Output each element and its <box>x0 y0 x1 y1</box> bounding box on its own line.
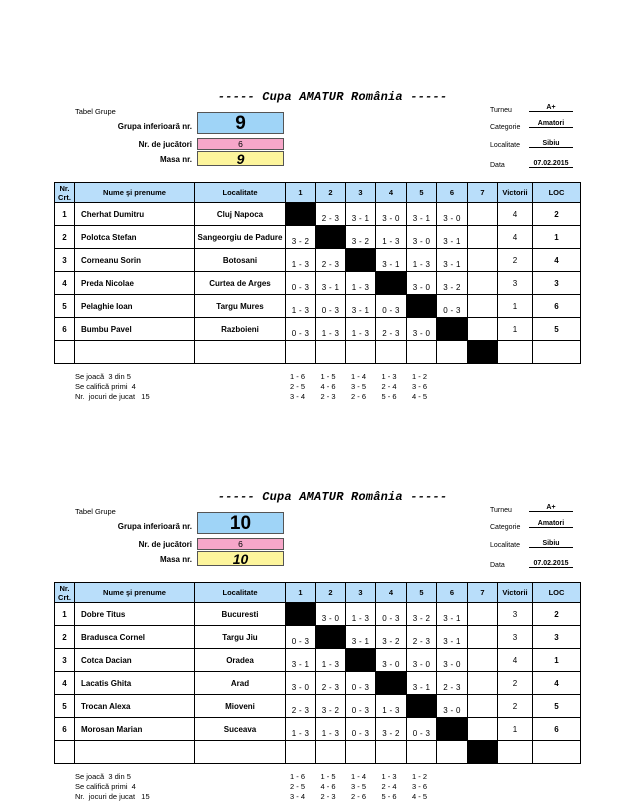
score-cell: 2 - 3 <box>316 672 346 695</box>
score-cell <box>468 649 498 672</box>
match-schedule <box>290 772 443 802</box>
group-sheet <box>0 0 618 400</box>
schedule-match: 3 - 6 <box>412 782 428 791</box>
schedule-match: 2 - 6 <box>351 792 367 801</box>
diagonal-cell <box>376 672 407 695</box>
header-col-6: 6 <box>437 183 468 203</box>
table-number-box: 10 <box>197 551 284 566</box>
tourney-value: A+ <box>529 104 573 112</box>
wins-cell: 1 <box>498 718 533 741</box>
schedule-line <box>290 792 443 802</box>
schedule-match: 1 - 4 <box>351 772 367 781</box>
score-cell: 0 - 3 <box>286 318 316 341</box>
player-name: Cotca Dacian <box>75 649 195 672</box>
players-label: Nr. de jucători <box>138 540 192 549</box>
score-cell: 0 - 3 <box>286 272 316 295</box>
schedule-match: 2 - 5 <box>290 382 306 391</box>
table-row <box>55 603 581 626</box>
place-cell: 6 <box>533 718 581 741</box>
score-cell: 3 - 1 <box>437 626 468 649</box>
player-name: Cherhat Dumitru <box>75 203 195 226</box>
score-cell: 3 - 0 <box>286 672 316 695</box>
score-cell <box>468 249 498 272</box>
score-cell: 3 - 2 <box>286 226 316 249</box>
schedule-match: 3 - 4 <box>290 792 306 801</box>
players-box: 6 <box>197 538 284 550</box>
date-value: 07.02.2015 <box>529 160 573 168</box>
tabel-label: Tabel Grupe <box>75 507 116 516</box>
score-cell: 1 - 3 <box>376 695 407 718</box>
player-city: Bucuresti <box>195 603 286 626</box>
row-nr: 2 <box>55 626 75 649</box>
category-label: Categorie <box>490 524 521 531</box>
diagonal-cell <box>437 718 468 741</box>
header-col-6: 6 <box>437 583 468 603</box>
score-cell: 3 - 2 <box>376 718 407 741</box>
row-nr: 1 <box>55 603 75 626</box>
score-cell: 0 - 3 <box>376 295 407 318</box>
place-cell: 6 <box>533 295 581 318</box>
schedule-match: 2 - 5 <box>290 782 306 791</box>
score-cell: 0 - 3 <box>286 626 316 649</box>
player-name: Bumbu Pavel <box>75 318 195 341</box>
wins-cell: 4 <box>498 226 533 249</box>
info-qualify: Se califică primi 4 <box>75 782 136 791</box>
player-name: Polotca Stefan <box>75 226 195 249</box>
table-row <box>55 249 581 272</box>
score-cell <box>468 226 498 249</box>
score-cell <box>376 741 407 764</box>
player-city <box>195 741 286 764</box>
score-cell: 1 - 3 <box>286 295 316 318</box>
header-wins: Victorii <box>498 583 533 603</box>
info-best-of: Se joacă 3 din 5 <box>75 772 131 781</box>
row-nr: 2 <box>55 226 75 249</box>
score-cell <box>468 695 498 718</box>
rules-info <box>75 372 150 402</box>
schedule-match: 1 - 5 <box>320 772 336 781</box>
score-cell: 3 - 0 <box>407 649 437 672</box>
score-cell: 1 - 3 <box>286 718 316 741</box>
table-label: Masa nr. <box>159 555 192 564</box>
player-city: Targu Mures <box>195 295 286 318</box>
place-cell <box>533 341 581 364</box>
schedule-line <box>290 772 443 782</box>
row-nr: 3 <box>55 249 75 272</box>
score-cell: 2 - 3 <box>316 249 346 272</box>
group-label: Grupa inferioară nr. <box>117 122 192 131</box>
score-cell: 3 - 1 <box>316 272 346 295</box>
header-col-5: 5 <box>407 583 437 603</box>
table-row <box>55 718 581 741</box>
player-city: Arad <box>195 672 286 695</box>
player-city: Cluj Napoca <box>195 203 286 226</box>
table-row <box>55 203 581 226</box>
score-cell: 3 - 2 <box>437 272 468 295</box>
date-label: Data <box>490 562 505 569</box>
diagonal-cell <box>286 603 316 626</box>
table-row <box>55 649 581 672</box>
wins-cell: 4 <box>498 649 533 672</box>
category-value: Amatori <box>529 120 573 128</box>
players-label: Nr. de jucători <box>138 140 192 149</box>
diagonal-cell <box>316 626 346 649</box>
schedule-match: 2 - 6 <box>351 392 367 401</box>
schedule-line <box>290 382 443 392</box>
group-number-box: 9 <box>197 112 284 134</box>
score-cell <box>286 341 316 364</box>
schedule-match: 4 - 6 <box>320 782 336 791</box>
score-cell: 0 - 3 <box>346 718 376 741</box>
schedule-match: 2 - 4 <box>381 782 397 791</box>
header-col-7: 7 <box>468 183 498 203</box>
header-place: LOC <box>533 583 581 603</box>
tabel-label: Tabel Grupe <box>75 107 116 116</box>
score-cell <box>468 295 498 318</box>
score-cell: 3 - 0 <box>316 603 346 626</box>
schedule-match: 3 - 6 <box>412 382 428 391</box>
header-place: LOC <box>533 183 581 203</box>
wins-cell: 3 <box>498 272 533 295</box>
diagonal-cell <box>407 695 437 718</box>
player-city <box>195 341 286 364</box>
score-cell <box>468 318 498 341</box>
header-name: Nume şi prenume <box>75 583 195 603</box>
place-cell <box>533 741 581 764</box>
score-cell: 3 - 1 <box>437 249 468 272</box>
place-cell: 4 <box>533 672 581 695</box>
info-games: Nr. jocuri de jucat 15 <box>75 792 150 801</box>
row-nr: 4 <box>55 672 75 695</box>
diagonal-cell <box>316 226 346 249</box>
header-col-2: 2 <box>316 183 346 203</box>
player-city: Razboieni <box>195 318 286 341</box>
player-name: Preda Nicolae <box>75 272 195 295</box>
place-cell: 4 <box>533 249 581 272</box>
place-cell: 1 <box>533 226 581 249</box>
city-label: Localitate <box>490 142 520 149</box>
row-nr: 1 <box>55 203 75 226</box>
score-cell: 3 - 1 <box>376 249 407 272</box>
player-name: Pelaghie Ioan <box>75 295 195 318</box>
score-cell <box>346 741 376 764</box>
city-label: Localitate <box>490 542 520 549</box>
player-name <box>75 341 195 364</box>
info-qualify: Se califică primi 4 <box>75 382 136 391</box>
header-col-7: 7 <box>468 583 498 603</box>
table-row <box>55 341 581 364</box>
score-cell <box>468 272 498 295</box>
schedule-match: 3 - 5 <box>351 782 367 791</box>
schedule-line <box>290 372 443 382</box>
wins-cell: 2 <box>498 695 533 718</box>
score-cell: 3 - 1 <box>437 226 468 249</box>
diagonal-cell <box>407 295 437 318</box>
date-label: Data <box>490 162 505 169</box>
tourney-label: Turneu <box>490 507 512 514</box>
date-value: 07.02.2015 <box>529 560 573 568</box>
score-cell: 3 - 0 <box>376 649 407 672</box>
score-cell <box>468 718 498 741</box>
place-cell: 5 <box>533 318 581 341</box>
place-cell: 5 <box>533 695 581 718</box>
score-cell: 0 - 3 <box>376 603 407 626</box>
row-nr <box>55 341 75 364</box>
schedule-match: 1 - 3 <box>381 772 397 781</box>
score-cell: 3 - 0 <box>407 318 437 341</box>
diagonal-cell <box>468 741 498 764</box>
header-col-2: 2 <box>316 583 346 603</box>
row-nr <box>55 741 75 764</box>
schedule-match: 1 - 6 <box>290 772 306 781</box>
row-nr: 3 <box>55 649 75 672</box>
score-cell <box>468 672 498 695</box>
row-nr: 5 <box>55 695 75 718</box>
schedule-match: 1 - 3 <box>381 372 397 381</box>
score-cell <box>316 341 346 364</box>
score-cell: 3 - 2 <box>376 626 407 649</box>
place-cell: 3 <box>533 626 581 649</box>
city-value: Sibiu <box>529 540 573 548</box>
table-row <box>55 672 581 695</box>
table-row <box>55 295 581 318</box>
schedule-match: 4 - 5 <box>412 392 428 401</box>
place-cell: 1 <box>533 649 581 672</box>
match-schedule <box>290 372 443 402</box>
diagonal-cell <box>346 649 376 672</box>
wins-cell: 3 <box>498 626 533 649</box>
score-cell <box>407 341 437 364</box>
header-loc: Localitate <box>195 183 286 203</box>
table-number-box: 9 <box>197 151 284 166</box>
header-name: Nume şi prenume <box>75 183 195 203</box>
schedule-match: 2 - 3 <box>320 792 336 801</box>
row-nr: 6 <box>55 718 75 741</box>
schedule-match: 2 - 3 <box>320 392 336 401</box>
wins-cell: 1 <box>498 318 533 341</box>
header-row <box>55 183 581 203</box>
score-cell: 0 - 3 <box>346 695 376 718</box>
schedule-match: 5 - 6 <box>381 792 397 801</box>
schedule-match: 1 - 4 <box>351 372 367 381</box>
score-cell <box>468 626 498 649</box>
table-row <box>55 272 581 295</box>
score-cell: 1 - 3 <box>346 603 376 626</box>
schedule-match: 4 - 5 <box>412 792 428 801</box>
row-nr: 5 <box>55 295 75 318</box>
schedule-match: 3 - 4 <box>290 392 306 401</box>
cup-title: ----- Cupa AMATUR România ----- <box>217 90 448 104</box>
header-row <box>55 583 581 603</box>
player-city: Targu Jiu <box>195 626 286 649</box>
score-cell: 3 - 2 <box>346 226 376 249</box>
score-cell: 1 - 3 <box>407 249 437 272</box>
tourney-label: Turneu <box>490 107 512 114</box>
score-cell: 2 - 3 <box>286 695 316 718</box>
results-table <box>54 182 581 364</box>
table-row <box>55 226 581 249</box>
header-nr: Nr. Crt. <box>55 183 75 203</box>
schedule-match: 1 - 2 <box>412 772 428 781</box>
header-col-4: 4 <box>376 183 407 203</box>
info-best-of: Se joacă 3 din 5 <box>75 372 131 381</box>
header-col-1: 1 <box>286 583 316 603</box>
score-cell <box>468 603 498 626</box>
schedule-match: 3 - 5 <box>351 382 367 391</box>
diagonal-cell <box>468 341 498 364</box>
group-sheet <box>0 400 618 800</box>
player-name: Lacatis Ghita <box>75 672 195 695</box>
tourney-value: A+ <box>529 504 573 512</box>
row-nr: 6 <box>55 318 75 341</box>
score-cell: 1 - 3 <box>376 226 407 249</box>
score-cell: 2 - 3 <box>437 672 468 695</box>
score-cell: 3 - 1 <box>346 203 376 226</box>
score-cell: 2 - 3 <box>316 203 346 226</box>
table-row <box>55 318 581 341</box>
header-col-5: 5 <box>407 183 437 203</box>
score-cell <box>376 341 407 364</box>
score-cell: 1 - 3 <box>316 718 346 741</box>
score-cell <box>437 741 468 764</box>
schedule-match: 4 - 6 <box>320 382 336 391</box>
score-cell: 0 - 3 <box>407 718 437 741</box>
diagonal-cell <box>286 203 316 226</box>
score-cell: 0 - 3 <box>346 672 376 695</box>
diagonal-cell <box>376 272 407 295</box>
score-cell: 3 - 2 <box>316 695 346 718</box>
player-city: Oradea <box>195 649 286 672</box>
schedule-match: 1 - 5 <box>320 372 336 381</box>
wins-cell: 3 <box>498 603 533 626</box>
score-cell: 3 - 1 <box>346 626 376 649</box>
place-cell: 3 <box>533 272 581 295</box>
schedule-line <box>290 782 443 792</box>
rules-info <box>75 772 150 802</box>
score-cell <box>437 341 468 364</box>
wins-cell: 4 <box>498 203 533 226</box>
score-cell: 3 - 0 <box>437 695 468 718</box>
row-nr: 4 <box>55 272 75 295</box>
header-col-3: 3 <box>346 583 376 603</box>
table-row <box>55 626 581 649</box>
score-cell <box>286 741 316 764</box>
table-row <box>55 741 581 764</box>
schedule-match: 1 - 6 <box>290 372 306 381</box>
score-cell: 3 - 0 <box>376 203 407 226</box>
place-cell: 2 <box>533 603 581 626</box>
diagonal-cell <box>437 318 468 341</box>
wins-cell: 1 <box>498 295 533 318</box>
score-cell: 1 - 3 <box>316 649 346 672</box>
place-cell: 2 <box>533 203 581 226</box>
player-city: Curtea de Arges <box>195 272 286 295</box>
score-cell: 3 - 1 <box>346 295 376 318</box>
wins-cell <box>498 741 533 764</box>
header-loc: Localitate <box>195 583 286 603</box>
schedule-match: 2 - 4 <box>381 382 397 391</box>
score-cell <box>346 341 376 364</box>
score-cell: 3 - 1 <box>407 672 437 695</box>
score-cell: 3 - 1 <box>407 203 437 226</box>
category-value: Amatori <box>529 520 573 528</box>
player-name: Morosan Marian <box>75 718 195 741</box>
player-city: Sangeorgiu de Padure <box>195 226 286 249</box>
score-cell: 3 - 2 <box>407 603 437 626</box>
header-col-1: 1 <box>286 183 316 203</box>
results-table <box>54 582 581 764</box>
score-cell: 1 - 3 <box>346 318 376 341</box>
player-city: Botosani <box>195 249 286 272</box>
table-label: Masa nr. <box>159 155 192 164</box>
score-cell: 2 - 3 <box>376 318 407 341</box>
wins-cell: 2 <box>498 672 533 695</box>
score-cell: 0 - 3 <box>316 295 346 318</box>
score-cell: 1 - 3 <box>286 249 316 272</box>
player-name: Dobre Titus <box>75 603 195 626</box>
score-cell: 3 - 1 <box>286 649 316 672</box>
players-box: 6 <box>197 138 284 150</box>
header-col-3: 3 <box>346 183 376 203</box>
info-games: Nr. jocuri de jucat 15 <box>75 392 150 401</box>
diagonal-cell <box>346 249 376 272</box>
score-cell: 3 - 0 <box>437 649 468 672</box>
score-cell <box>468 203 498 226</box>
table-row <box>55 695 581 718</box>
player-name: Trocan Alexa <box>75 695 195 718</box>
header-nr: Nr. Crt. <box>55 583 75 603</box>
player-city: Suceava <box>195 718 286 741</box>
player-city: Mioveni <box>195 695 286 718</box>
player-name: Bradusca Cornel <box>75 626 195 649</box>
score-cell: 1 - 3 <box>316 318 346 341</box>
wins-cell <box>498 341 533 364</box>
score-cell: 2 - 3 <box>407 626 437 649</box>
wins-cell: 2 <box>498 249 533 272</box>
city-value: Sibiu <box>529 140 573 148</box>
score-cell <box>316 741 346 764</box>
score-cell: 3 - 0 <box>407 226 437 249</box>
schedule-match: 5 - 6 <box>381 392 397 401</box>
group-number-box: 10 <box>197 512 284 534</box>
category-label: Categorie <box>490 124 521 131</box>
score-cell: 1 - 3 <box>346 272 376 295</box>
schedule-match: 1 - 2 <box>412 372 428 381</box>
score-cell: 0 - 3 <box>437 295 468 318</box>
score-cell <box>407 741 437 764</box>
header-wins: Victorii <box>498 183 533 203</box>
score-cell: 3 - 0 <box>437 203 468 226</box>
group-label: Grupa inferioară nr. <box>117 522 192 531</box>
cup-title: ----- Cupa AMATUR România ----- <box>217 490 448 504</box>
score-cell: 3 - 1 <box>437 603 468 626</box>
header-col-4: 4 <box>376 583 407 603</box>
player-name <box>75 741 195 764</box>
player-name: Corneanu Sorin <box>75 249 195 272</box>
score-cell: 3 - 0 <box>407 272 437 295</box>
